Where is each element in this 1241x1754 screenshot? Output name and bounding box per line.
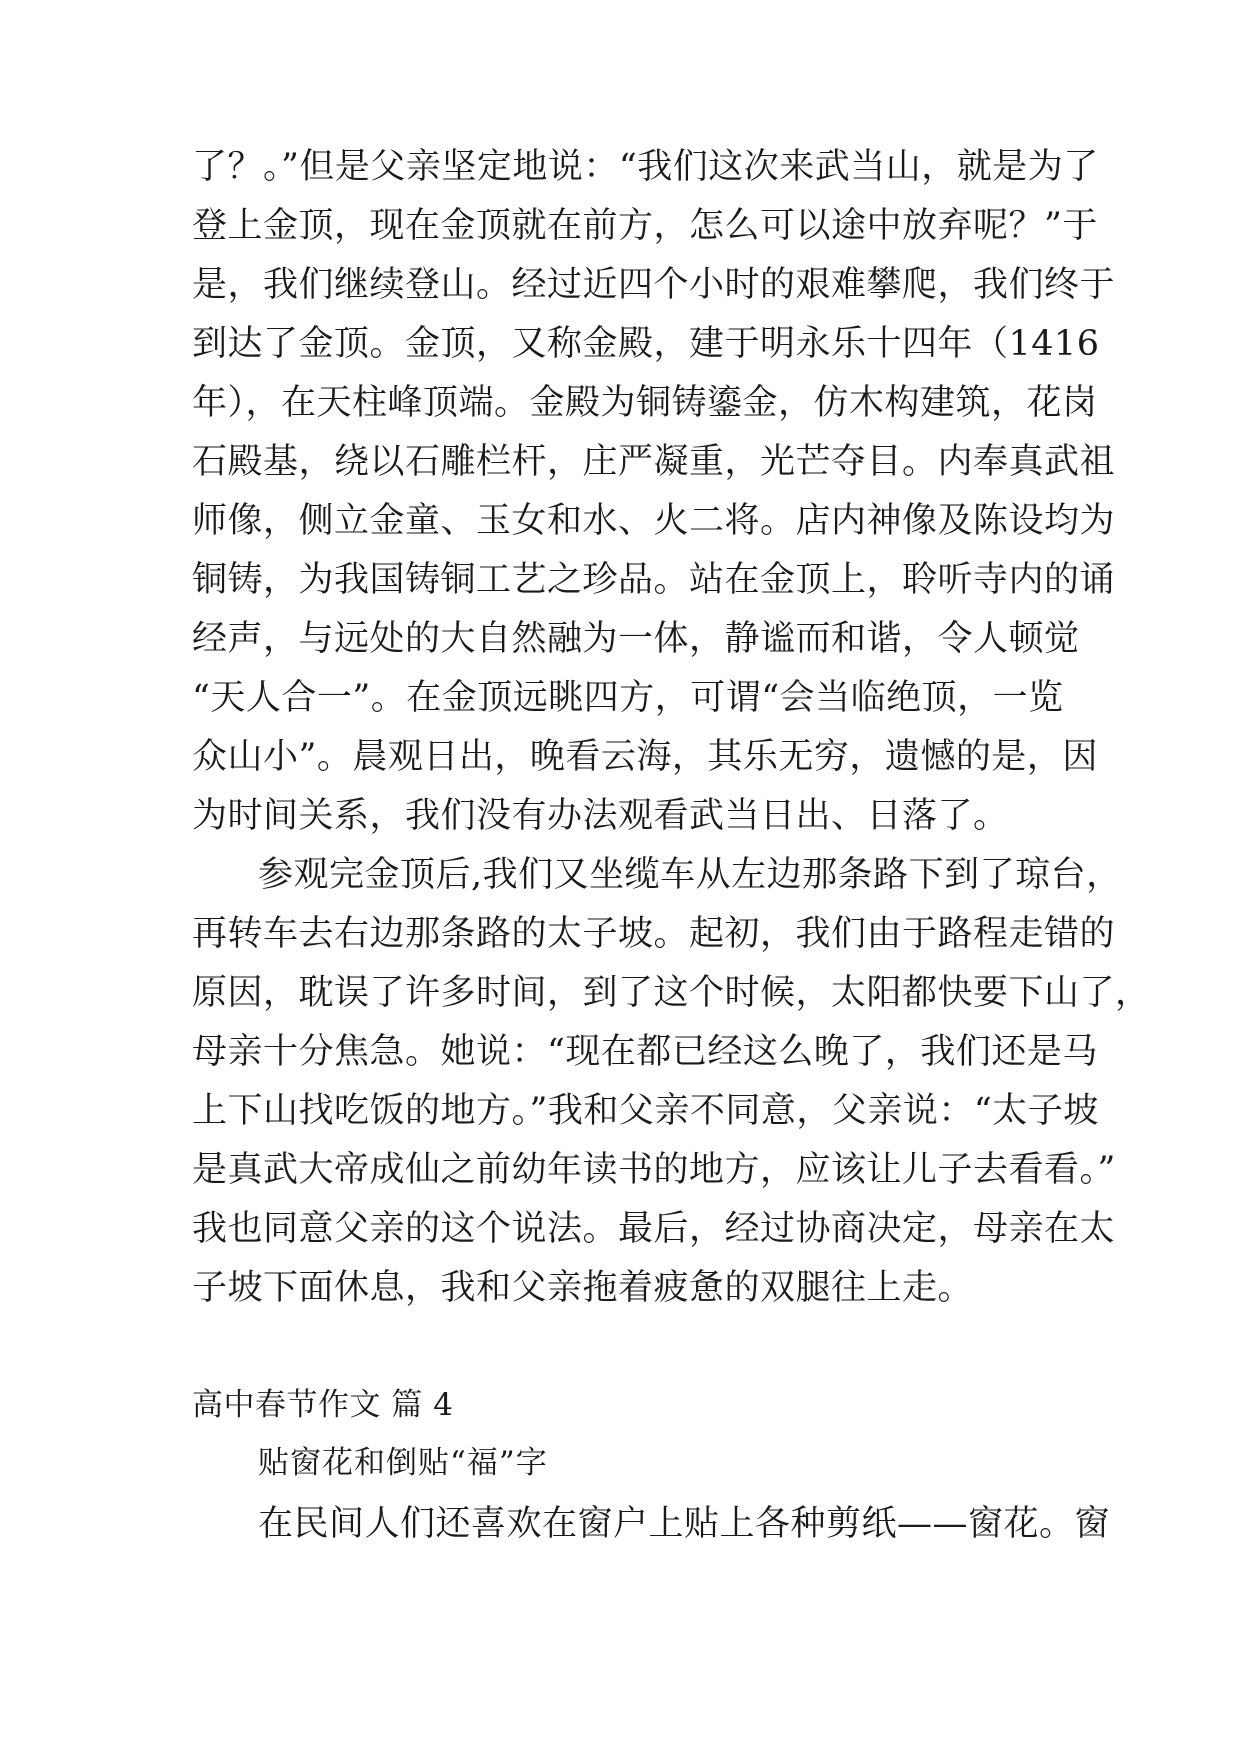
text-line: 上下山找吃饭的地方。”我和父亲不同意，父亲说：“太子坡	[192, 1091, 1099, 1131]
text-line: 母亲十分焦急。她说：“现在都已经这么晚了，我们还是马	[192, 1032, 1098, 1072]
text-line: 再转车去右边那条路的太子坡。起初，我们由于路程走错的	[192, 914, 1116, 954]
section-subtitle: 贴窗花和倒贴“福”字	[258, 1445, 548, 1481]
text-line: 为时间关系，我们没有办法观看武当日出、日落了。	[192, 796, 1009, 836]
text-line: 我也同意父亲的这个说法。最后，经过协商决定，母亲在太	[192, 1209, 1116, 1249]
text-line: 师像，侧立金童、玉女和水、火二将。店内神像及陈设均为	[192, 501, 1116, 541]
text-line: 原因，耽误了许多时间，到了这个时候，太阳都快要下山了，	[192, 973, 1151, 1013]
text-line: 年），在天柱峰顶端。金殿为铜铸鎏金，仿木构建筑，花岗	[192, 383, 1098, 423]
text-line: 到达了金顶。金顶，又称金殿，建于明永乐十四年（1416	[192, 324, 1100, 364]
text-line: “天人合一”。在金顶远眺四方，可谓“会当临绝顶，一览	[192, 678, 1064, 718]
text-line: 了？。”但是父亲坚定地说：“我们这次来武当山，就是为了	[192, 147, 1099, 187]
text-line: 石殿基，绕以石雕栏杆，庄严凝重，光芒夺目。内奉真武祖	[192, 442, 1116, 482]
text-line: 参观完金顶后,我们又坐缆车从左边那条路下到了琼台，	[258, 855, 1122, 895]
text-line: 是真武大帝成仙之前幼年读书的地方，应该让儿子去看看。”	[192, 1150, 1116, 1190]
text-line: 经声，与远处的大自然融为一体，静谧而和谐，令人顿觉	[192, 619, 1080, 659]
section-heading: 高中春节作文 篇 4	[192, 1387, 454, 1423]
text-line: 登上金顶，现在金顶就在前方，怎么可以途中放弃呢？”于	[192, 206, 1098, 246]
text-line: 子坡下面休息，我和父亲拖着疲惫的双腿往上走。	[192, 1268, 974, 1308]
text-line: 在民间人们还喜欢在窗户上贴上各种剪纸——窗花。窗	[258, 1504, 1111, 1544]
text-line: 铜铸，为我国铸铜工艺之珍品。站在金顶上，聆听寺内的诵	[192, 560, 1116, 600]
text-line: 是，我们继续登山。经过近四个小时的艰难攀爬，我们终于	[192, 265, 1116, 305]
text-line: 众山小”。晨观日出，晚看云海，其乐无穷，遗憾的是，因	[192, 737, 1098, 777]
